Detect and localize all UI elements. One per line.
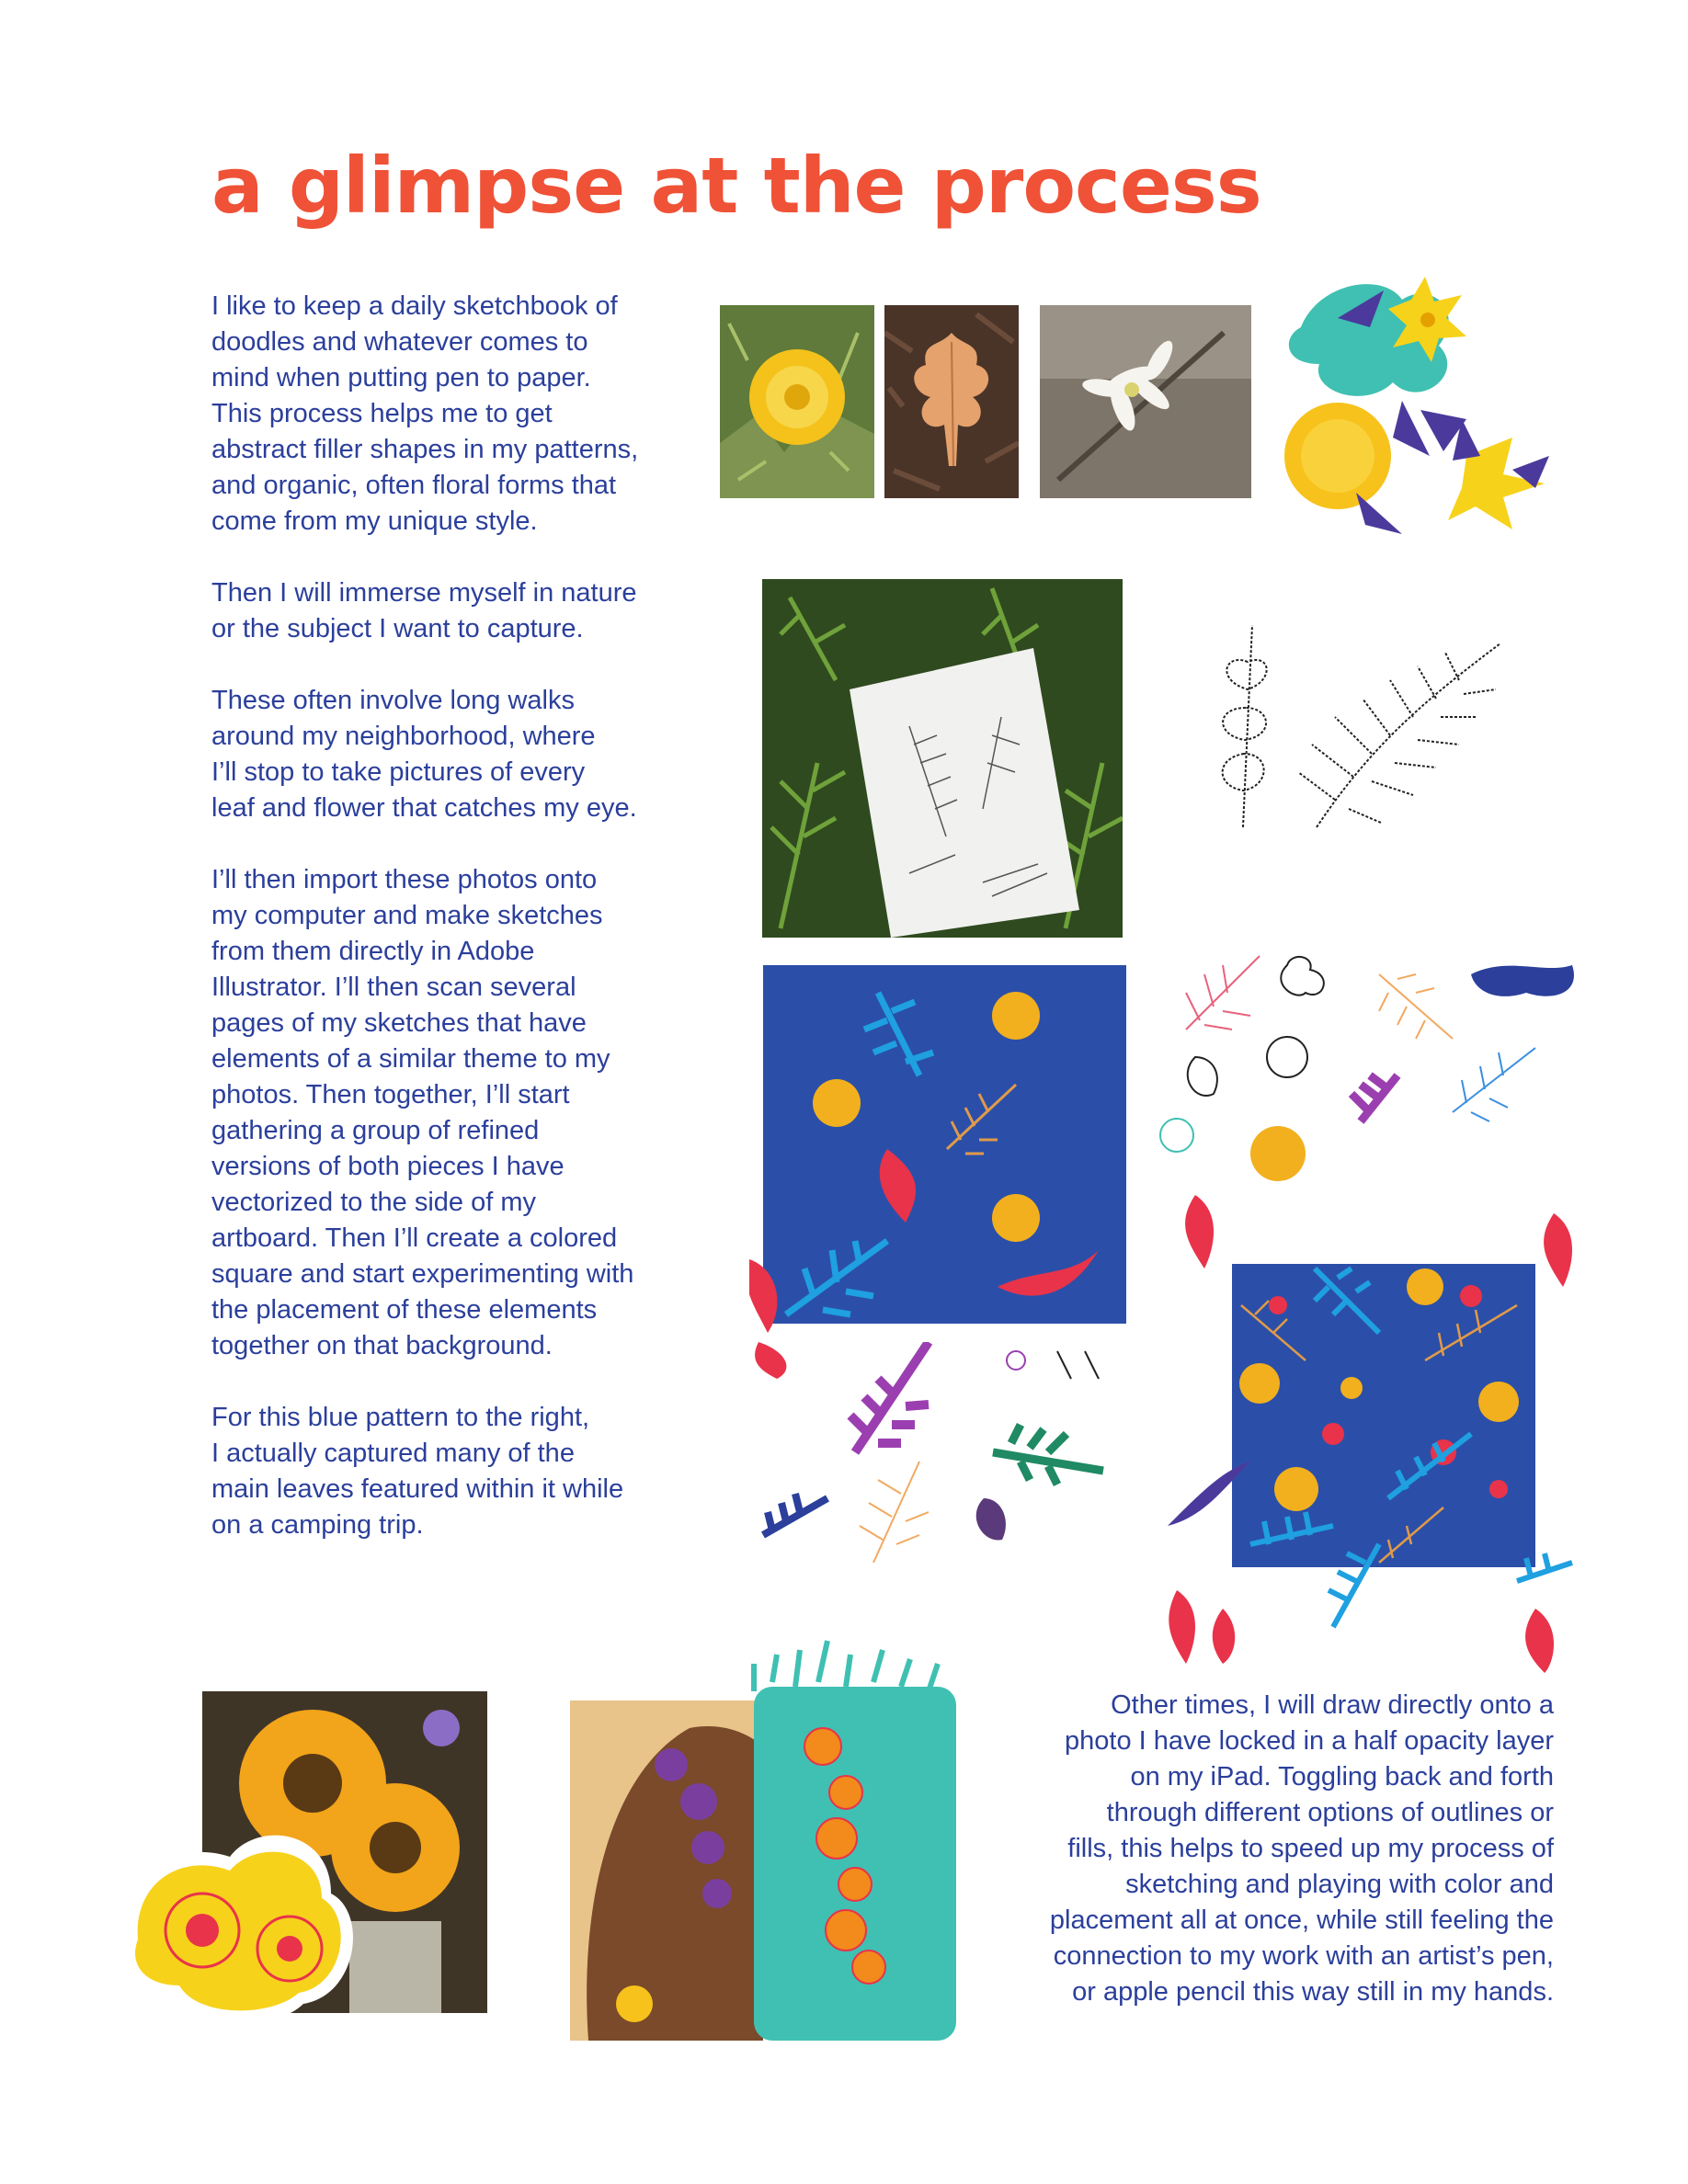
paragraph-nature: Then I will immerse myself in nature or the subject I want to capture. — [211, 578, 637, 643]
white-blossom-photo — [1040, 305, 1251, 498]
paragraph-ipad: Other times, I will draw directly onto a photo I have locked in a half opacity layer on my iPad. Toggling back and forth through different options of outlines or fills, this helps to speed up my process of sketching and playing with color and placement all at once, while still feeling the connection to my work with an artist’s pen, or apple pencil this way still in my hands. — [1049, 1690, 1554, 2007]
final-blue-pattern — [1168, 1195, 1600, 1673]
page-title: a glimpse at the process — [211, 141, 1261, 231]
blue-pattern-draft — [749, 965, 1126, 1379]
floral-illustration — [1283, 272, 1554, 539]
colored-elements — [1149, 938, 1600, 1195]
sketchbook-ferns-photo — [762, 579, 1123, 938]
paragraph-walks: These often involve long walks around my neighborhood, where I’ll stop to take pictures of every leaf and flower that catches my eye. — [211, 686, 637, 823]
leaf-outline-sketches — [1188, 625, 1528, 836]
oak-leaf-photo — [884, 305, 1019, 498]
paragraph-blue-pattern: For this blue pattern to the right, I actually captured many of the main leaves featured within it while on a camping trip. — [211, 1403, 624, 1540]
dandelion-photo — [720, 305, 874, 498]
loose-leaf-elements — [754, 1342, 1131, 1563]
hair-flowers-photo — [570, 1636, 956, 2041]
paragraph-import: I’ll then import these photos onto my computer and make sketches from them directly in Adobe Illustrator. I’ll then scan several pages of my sketches that have elements of a similar theme to my photos. Then together, I’ll start gathering a group of refined versions of both pieces I have vectorized to the side of my artboard. Then I’ll create a colored square and start experimenting with the placement of these elements together on that background. — [211, 865, 634, 1360]
sunflowers-photo — [120, 1691, 487, 2031]
process-description — [211, 289, 690, 1579]
paragraph-sketchbook: I like to keep a daily sketchbook of doodles and whatever comes to mind when putting pen to paper. This process helps me to get abstract filler shapes in my patterns, and organic, often floral forms that come from my unique style. — [211, 291, 639, 536]
